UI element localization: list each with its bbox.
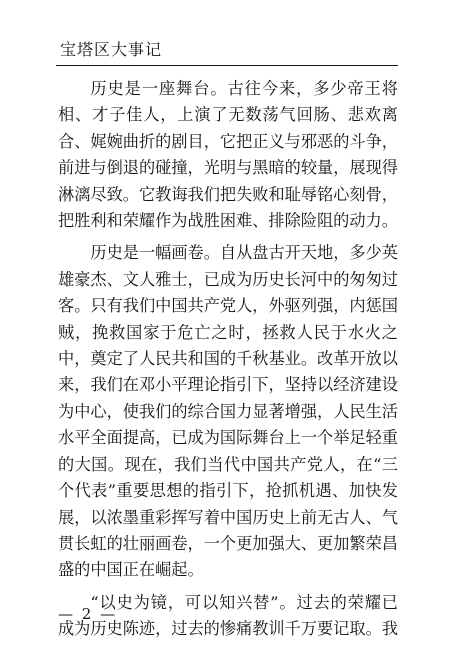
page-number: — 2 — xyxy=(58,605,118,623)
running-header: 宝塔区大事记 xyxy=(60,40,163,59)
page-body xyxy=(58,76,398,643)
header-rule xyxy=(56,65,398,66)
paragraph-stage: 历史是一座舞台。古往今来，多少帝王将相、才子佳人，上演了无数荡气回肠、悲欢离合、娓婉曲折的剧目，它把正义与邪恶的斗争，前进与倒退的碰撞，光明与黑暗的较量，展现得淋漓尽致。它教诲我们把失败和耻辱铭心刻骨，把胜利和荣耀作为战胜困难、排除险阻的动力。 xyxy=(58,79,398,231)
paragraph-scroll: 历史是一幅画卷。自从盘古开天地，多少英雄豪杰、文人雅士，已成为历史长河中的匆匆过客。只有我们中国共产党人，外驱列强，内惩国贼，挽救国家于危亡之时，拯救人民于水火之中，奠定了人民共和国的千秋基业。改革开放以来，我们在邓小平理论指引下，坚持以经济建设为中心，使我们的综合国力显著增强，人民生活水平全面提高，已成为国际舞台上一个举足轻重的大国。现在，我们当代中国共产党人，在“三个代表”重要思想的指引下，抢抓机遇、加快发展，以浓墨重彩挥写着中国历史上前无古人、气贯长虹的壮丽画卷，一个更加强大、更加繁荣昌盛的中国正在崛起。 xyxy=(58,243,398,580)
paragraph-mirror: “以史为镜，可以知兴替”。过去的荣耀已成为历史陈迹，过去的惨痛教训千万要记取。我 xyxy=(58,592,398,639)
